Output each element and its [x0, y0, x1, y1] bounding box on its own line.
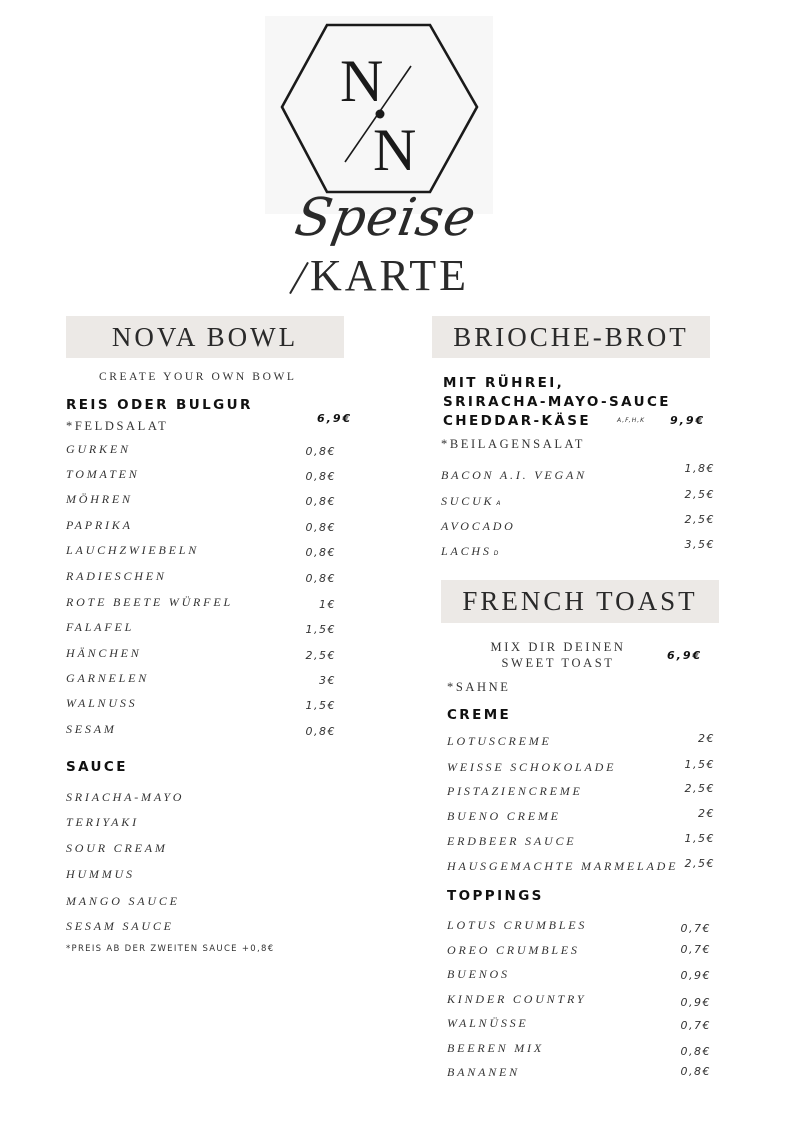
allergen-code: D	[493, 550, 500, 557]
menu-item-price: 1€	[319, 598, 336, 611]
menu-item	[441, 540, 499, 559]
topping-item-price: 0,9€	[680, 996, 711, 1009]
menu-item-name: FALAFEL	[66, 620, 135, 634]
nova-bowl-heading: NOVA BOWL	[66, 316, 344, 358]
menu-item-name: RADIESCHEN	[66, 569, 167, 583]
menu-item-price: 0,8€	[305, 725, 336, 738]
menu-item-name: SESAM	[66, 722, 117, 736]
menu-item-name: WALNUSS	[66, 696, 138, 710]
menu-item	[441, 515, 516, 534]
menu-item-name: LAUCHZWIEBELN	[66, 543, 200, 557]
menu-item-name: AVOCADO	[441, 519, 516, 533]
menu-item-name: SUCUK	[441, 494, 495, 508]
creme-item-price: 2,5€	[684, 857, 715, 870]
menu-item-price: 0,8€	[305, 572, 336, 585]
creme-item-name: PISTAZIENCREME	[447, 784, 583, 798]
creme-item-name: LOTUSCREME	[447, 734, 552, 748]
topping-item-price: 0,8€	[680, 1065, 711, 1078]
creme-item-name: ERDBEER SAUCE	[447, 834, 577, 848]
french-toast-heading: FRENCH TOAST	[441, 580, 719, 623]
topping-item-name: BEEREN MIX	[447, 1041, 544, 1055]
nova-salad: *FELDSALAT	[66, 419, 169, 433]
sauce-item: HUMMUS	[66, 867, 135, 881]
creme-item-price: 2€	[698, 732, 715, 745]
topping-item-name: WALNÜSSE	[447, 1016, 529, 1030]
logo-letter-top: N	[340, 48, 384, 114]
toppings-heading: TOPPINGS	[447, 888, 544, 904]
topping-item-name: KINDER COUNTRY	[447, 992, 587, 1006]
creme-item-name: BUENO CREME	[447, 809, 561, 823]
menu-item-price: 1,5€	[305, 623, 336, 636]
allergen-code: A	[496, 500, 502, 507]
sauce-item: SESAM SAUCE	[66, 919, 174, 933]
menu-item-price: 0,8€	[305, 470, 336, 483]
topping-item-price: 0,7€	[680, 943, 711, 956]
toast-subtitle-line1: MIX DIR DEINEN	[490, 640, 626, 654]
topping-item-name: OREO CRUMBLES	[447, 943, 580, 957]
menu-item-price: 2,5€	[684, 488, 715, 501]
menu-item-price: 0,8€	[305, 445, 336, 458]
toast-subtitle-line2: SWEET TOAST	[501, 656, 615, 670]
brioche-desc-allergen: A,F,H,K	[617, 417, 646, 424]
menu-item-name: TOMATEN	[66, 467, 140, 481]
menu-item-price: 3€	[319, 674, 336, 687]
hexagon-logo	[270, 18, 490, 203]
creme-item-price: 1,5€	[684, 758, 715, 771]
title-script: Speise	[290, 188, 482, 248]
creme-item-price: 2€	[698, 807, 715, 820]
creme-heading: CREME	[447, 707, 512, 723]
sauce-heading: SAUCE	[66, 759, 128, 775]
brioche-heading: BRIOCHE-BROT	[432, 316, 710, 358]
topping-item-price: 0,9€	[680, 969, 711, 982]
logo-letter-bottom: N	[373, 117, 417, 183]
creme-item-name: HAUSGEMACHTE MARMELADE	[447, 859, 679, 873]
creme-item-price: 2,5€	[684, 782, 715, 795]
sauce-item: SOUR CREAM	[66, 841, 168, 855]
menu-item-name: LACHS	[441, 544, 492, 558]
menu-item-price: 1,8€	[684, 462, 715, 475]
menu-item-price: 2,5€	[305, 649, 336, 662]
brioche-desc-line1: MIT RÜHREI,	[443, 375, 565, 391]
menu-item-name: GARNELEN	[66, 671, 150, 685]
menu-item-name: ROTE BEETE WÜRFEL	[66, 595, 233, 609]
menu-item-price: 0,8€	[305, 546, 336, 559]
sauce-item: MANGO SAUCE	[66, 894, 180, 908]
topping-item-name: BANANEN	[447, 1065, 520, 1079]
topping-item-name: LOTUS CRUMBLES	[447, 918, 588, 932]
sauce-item: SRIACHA-MAYO	[66, 790, 185, 804]
menu-item-price: 0,8€	[305, 521, 336, 534]
sauce-item: TERIYAKI	[66, 815, 139, 829]
toast-sahne: *SAHNE	[447, 680, 511, 694]
menu-item-price: 0,8€	[305, 495, 336, 508]
nova-base: REIS ODER BULGUR	[66, 397, 253, 413]
menu-item-name: PAPRIKA	[66, 518, 133, 532]
brioche-desc-line3: CHEDDAR-KÄSE	[443, 413, 591, 429]
menu-item	[441, 464, 587, 483]
nova-base-price: 6,9€	[317, 412, 353, 425]
sauce-note: *PREIS AB DER ZWEITEN SAUCE +0,8€	[66, 944, 275, 954]
topping-item-name: BUENOS	[447, 967, 510, 981]
menu-item-price: 1,5€	[305, 699, 336, 712]
menu-item-name: BACON A.I. VEGAN	[441, 468, 587, 482]
topping-item-price: 0,7€	[680, 922, 711, 935]
toast-price: 6,9€	[667, 649, 703, 662]
nova-subtitle: CREATE YOUR OWN BOWL	[99, 371, 297, 383]
menu-item-name: MÖHREN	[66, 492, 133, 506]
brioche-price: 9,9€	[670, 414, 706, 427]
brioche-salad: *BEILAGENSALAT	[441, 437, 586, 451]
creme-item-price: 1,5€	[684, 832, 715, 845]
menu-item-price: 3,5€	[684, 538, 715, 551]
title-flourish	[289, 262, 309, 294]
menu-item	[441, 490, 501, 509]
topping-item-price: 0,7€	[680, 1019, 711, 1032]
topping-item-price: 0,8€	[680, 1045, 711, 1058]
brioche-desc-line2: SRIRACHA-MAYO-SAUCE	[443, 394, 671, 410]
menu-item-name: GURKEN	[66, 442, 131, 456]
creme-item-name: WEISSE SCHOKOLADE	[447, 760, 617, 774]
menu-item-price: 2,5€	[684, 513, 715, 526]
menu-item-name: HÄNCHEN	[66, 646, 142, 660]
title-main: KARTE	[310, 251, 470, 300]
